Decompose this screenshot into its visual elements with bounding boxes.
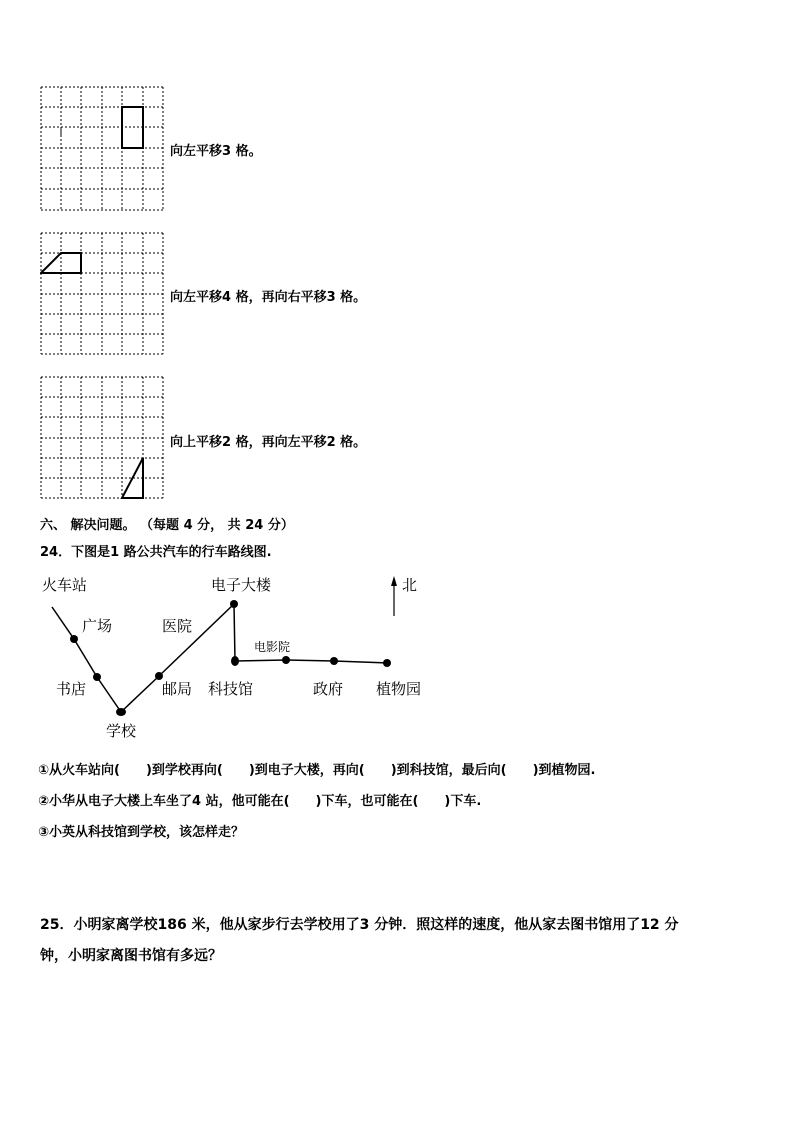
north-arrow-head [391,576,397,586]
grid-3-instruction: 向上平移2 格，再向左平移2 格。 [170,435,367,450]
stop-dot-government [330,657,338,665]
label-bookstore: 书店 [56,680,87,698]
question-24-part-1: ①从火车站向( )到学校再向( )到电子大楼，再向( )到科技馆，最后向( )到植物园. [38,763,596,778]
translation-grid-1 [40,86,165,212]
question-25-line-1: 25．小明家离学校186 米，他从家步行去学校用了3 分钟．照这样的速度，他从家去图书馆用了12 分 [40,917,679,933]
stop-dot-sci-tech [231,656,239,666]
translation-grid-2 [40,232,165,356]
stop-dot-botanical [383,659,391,667]
stop-dot-square [70,635,78,643]
bus-route-map [30,566,450,746]
grid-2-instruction: 向左平移4 格，再向右平移3 格。 [170,290,367,305]
grid-1-instruction: 向左平移3 格。 [170,144,262,159]
label-school: 学校 [106,722,137,740]
label-government: 政府 [313,680,344,698]
stop-dot-cinema [282,656,290,664]
label-train-station: 火车站 [42,576,88,594]
label-hospital: 医院 [162,617,193,635]
question-25-line-2: 钟，小明家离图书馆有多远？ [40,948,222,964]
label-square: 广场 [82,617,113,635]
label-cinema: 电影院 [254,640,291,654]
question-24-part-2: ②小华从电子大楼上车坐了4 站，他可能在( )下车，也可能在( )下车. [38,794,482,809]
question-24-part-3: ③小英从科技馆到学校，该怎样走？ [38,825,245,840]
stop-dot-bookstore [93,673,101,681]
label-post-office: 邮局 [162,680,193,698]
stop-dot-school [116,708,126,716]
translation-grid-3 [40,376,165,500]
label-electronics-building: 电子大楼 [211,576,272,594]
section-heading: 六、 解决问题。 （每题 4 分， 共 24 分） [40,518,294,533]
label-botanical-garden: 植物园 [376,680,422,698]
stop-dot-electronics [230,600,238,608]
label-sci-tech-museum: 科技馆 [208,680,254,698]
stop-dot-post-office [155,672,163,680]
question-24-title: 24．下图是1 路公共汽车的行车路线图. [40,545,272,560]
label-north: 北 [402,576,418,594]
